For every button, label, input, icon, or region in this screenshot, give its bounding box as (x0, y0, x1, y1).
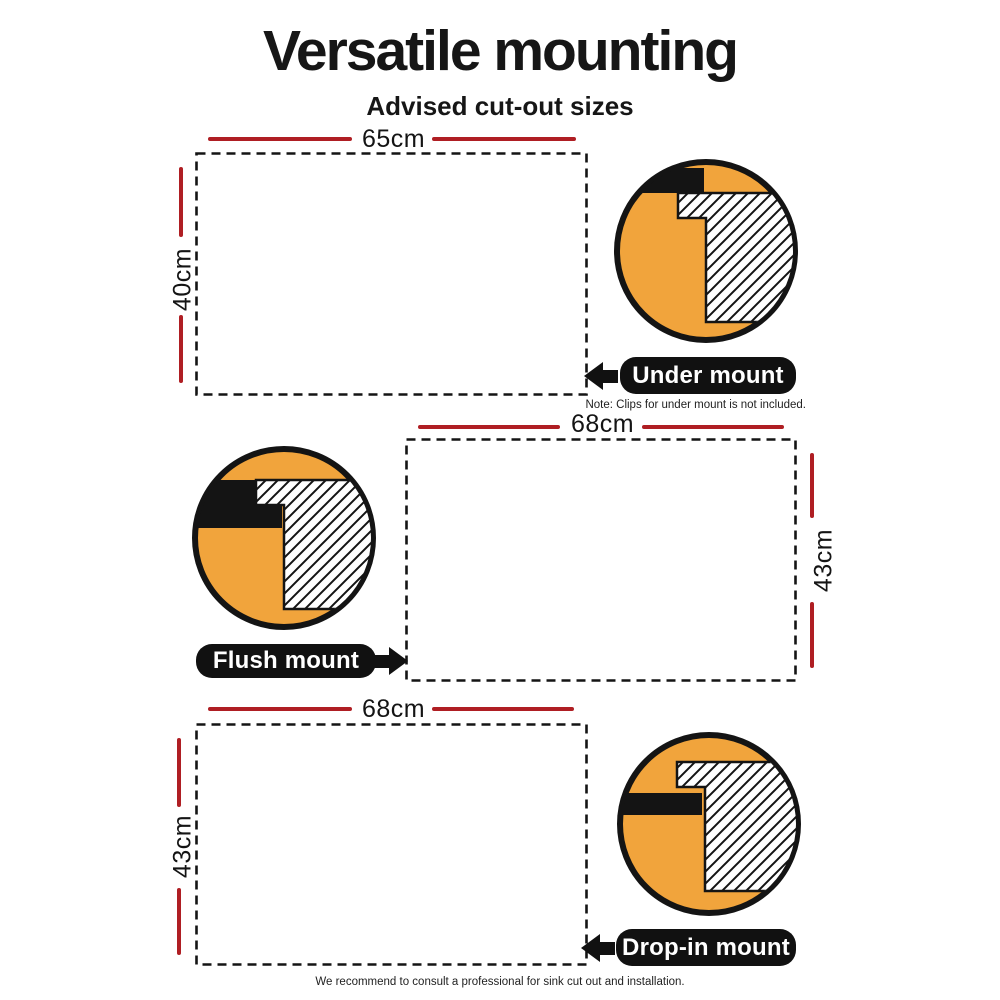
page-subtitle: Advised cut-out sizes (366, 91, 634, 121)
under-mount-cross-section-icon (614, 159, 798, 343)
left-arrow-icon (584, 362, 618, 390)
dimension-line (642, 425, 784, 429)
height-dimension-label: 40cm (168, 247, 197, 312)
dimension-line (177, 738, 181, 807)
dimension-line (810, 453, 814, 518)
dimension-line (179, 315, 183, 383)
mount-label: Drop-in mount (622, 933, 790, 961)
cutout-rectangle-drop-in-mount (195, 723, 588, 966)
dimension-line (432, 707, 574, 711)
mount-label: Flush mount (212, 647, 360, 674)
dimension-line (179, 167, 183, 237)
cutout-rectangle-under-mount (195, 152, 588, 396)
dimension-line (177, 888, 181, 955)
flush-mount-label-badge (196, 644, 376, 678)
width-dimension-label: 68cm (362, 695, 426, 723)
under-mount-note: Note: Clips for under mount is not included. (585, 399, 806, 411)
dimension-line (208, 707, 352, 711)
height-dimension-label: 43cm (168, 814, 197, 879)
sink-rim-shape (623, 793, 702, 815)
dimension-line (432, 137, 576, 141)
height-dimension-label: 43cm (809, 528, 838, 593)
cutout-rectangle-flush-mount (405, 438, 797, 682)
under-mount-label-badge (620, 357, 796, 394)
right-arrow-icon (374, 647, 408, 675)
flush-mount-cross-section-icon (192, 446, 376, 630)
dimension-line (810, 602, 814, 668)
dimension-line (418, 425, 560, 429)
page-title: Versatile mounting (263, 19, 737, 83)
dimension-line (208, 137, 352, 141)
footer-disclaimer: We recommend to consult a professional for sink cut out and installation. (315, 976, 685, 988)
left-arrow-icon (581, 934, 615, 962)
width-dimension-label: 65cm (362, 125, 426, 153)
width-dimension-label: 68cm (571, 410, 635, 438)
drop-in-mount-label-badge (616, 929, 796, 966)
drop-in-mount-cross-section-icon (617, 732, 801, 916)
mount-label: Under mount (632, 361, 784, 389)
